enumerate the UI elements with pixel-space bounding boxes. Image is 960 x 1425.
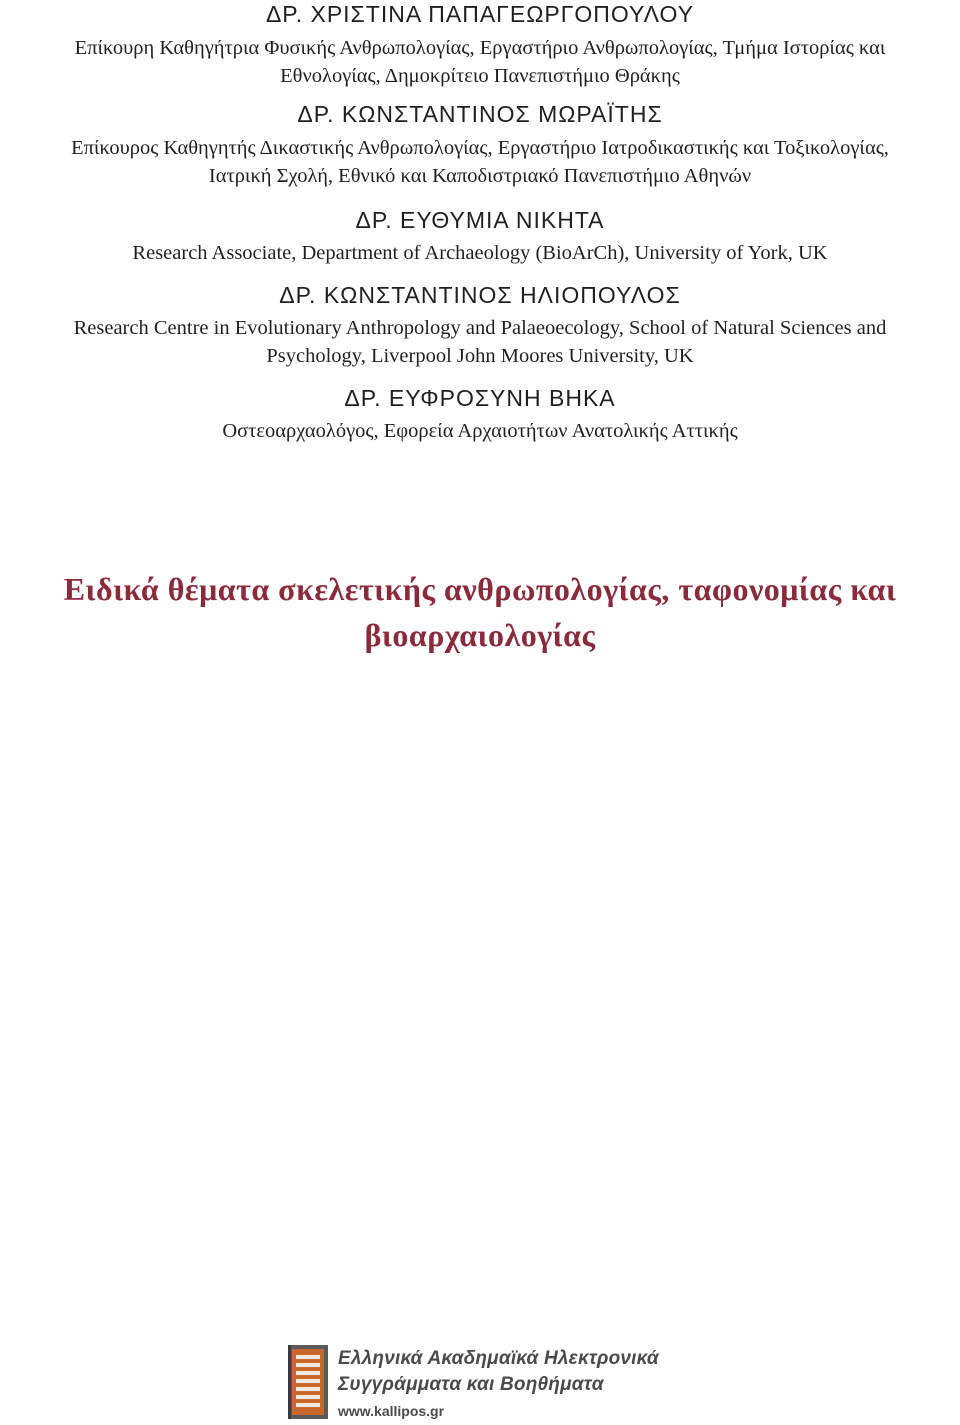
affiliation-line: Psychology, Liverpool John Moores University, UK	[266, 345, 694, 367]
author-entry-papageorgopoulou	[0, 0, 960, 90]
affiliation-line: Επίκουρος Καθηγητής Δικαστικής Ανθρωπολογίας, Εργαστήριο Ιατροδικαστικής και Τοξικολογίας,	[71, 137, 889, 159]
book-title	[0, 566, 960, 658]
affiliation-line: Επίκουρη Καθηγήτρια Φυσικής Ανθρωπολογίας, Εργαστήριο Ανθρωπολογίας, Τμήμα Ιστορίας και	[74, 37, 886, 59]
author-entry-moraitis	[0, 100, 960, 190]
publisher-url: www.kallipos.gr	[338, 1403, 445, 1419]
author-affiliation	[0, 314, 960, 370]
author-entry-vika	[0, 384, 960, 445]
author-affiliation	[0, 34, 960, 90]
author-affiliation	[0, 134, 960, 190]
author-entry-iliopoulos	[0, 281, 960, 370]
author-affiliation	[0, 239, 960, 267]
author-entry-nikita	[0, 206, 960, 267]
affiliation-line: Εθνολογίας, Δημοκρίτειο Πανεπιστήμιο Θράκης	[280, 65, 680, 87]
author-name: ΔΡ. ΚΩΝΣΤΑΝΤΙΝΟΣ ΜΩΡΑΪΤΗΣ	[297, 101, 663, 127]
author-name: ΔΡ. ΕΥΦΡΟΣΥΝΗ ΒΗΚΑ	[344, 385, 616, 411]
affiliation-line: Οστεοαρχαολόγος, Εφορεία Αρχαιοτήτων Ανατολικής Αττικής	[222, 420, 738, 442]
author-name: ΔΡ. ΕΥΘΥΜΙΑ ΝΙΚΗΤΑ	[355, 207, 605, 233]
author-name: ΔΡ. ΧΡΙΣΤΙΝΑ ΠΑΠΑΓΕΩΡΓΟΠΟΥΛΟΥ	[265, 1, 695, 27]
affiliation-line: Research Associate, Department of Archaeology (BioArCh), University of York, UK	[132, 242, 828, 264]
affiliation-line: Research Centre in Evolutionary Anthropology and Palaeoecology, School of Natural Sciences and	[73, 317, 887, 339]
affiliation-line: Ιατρική Σχολή, Εθνικό και Καποδιστριακό Πανεπιστήμιο Αθηνών	[208, 165, 752, 187]
book-title-line-1: Ειδικά θέματα σκελετικής ανθρωπολογίας, ταφονομίας και	[63, 571, 897, 607]
publisher-name-line-2: Συγγράμματα και Βοηθήματα	[338, 1374, 604, 1395]
author-affiliation	[0, 417, 960, 445]
book-title-line-2: βιοαρχαιολογίας	[364, 617, 596, 653]
kallipos-publisher-logo	[288, 1345, 678, 1423]
publisher-name-line-1: Ελληνικά Ακαδημαϊκά Ηλεκτρονικά	[338, 1348, 659, 1369]
book-stack-logo-icon	[288, 1345, 328, 1419]
author-name: ΔΡ. ΚΩΝΣΤΑΝΤΙΝΟΣ ΗΛΙΟΠΟΥΛΟΣ	[279, 282, 681, 308]
